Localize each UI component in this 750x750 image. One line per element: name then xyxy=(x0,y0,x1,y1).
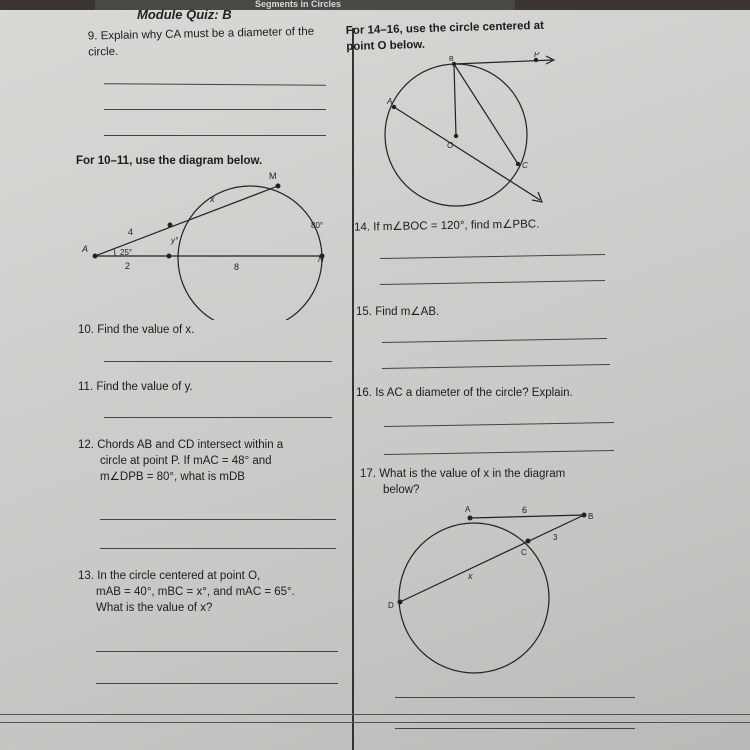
question-number: 10. xyxy=(78,324,94,336)
diagram-heading-10-11: For 10–11, use the diagram below. xyxy=(76,155,263,167)
label-C: C xyxy=(521,548,527,557)
question-text: If m∠BOC = 120°, find m∠PBC. xyxy=(373,218,540,234)
label-A: A xyxy=(387,97,393,106)
label-y: y° xyxy=(171,236,179,245)
answer-line-12b[interactable] xyxy=(100,548,336,549)
question-10 xyxy=(78,322,194,338)
question-text: Is AC a diameter of the circle? Explain. xyxy=(375,387,573,399)
question-number: 17. xyxy=(360,468,376,480)
question-number: 9. xyxy=(87,30,98,43)
question-text-line3: m∠DPB = 80°, what is mDB xyxy=(100,471,245,483)
label-A: A xyxy=(465,505,471,514)
label-B: B xyxy=(449,56,454,63)
answer-line-14a[interactable] xyxy=(380,254,605,259)
label-N: N xyxy=(318,255,324,264)
label-80: 80° xyxy=(311,221,324,230)
question-12 xyxy=(78,437,348,485)
question-text: Find the value of x. xyxy=(97,324,195,336)
question-text: Find m∠AB. xyxy=(375,306,440,318)
question-number: 14. xyxy=(353,221,371,234)
label-D: D xyxy=(388,601,394,610)
question-number: 11. xyxy=(78,381,94,393)
answer-line-15b[interactable] xyxy=(382,364,610,369)
answer-line-9b[interactable] xyxy=(104,109,326,110)
answer-line-11[interactable] xyxy=(104,417,332,418)
question-11 xyxy=(78,379,193,395)
answer-line-9a[interactable] xyxy=(104,83,326,86)
answer-line-13b[interactable] xyxy=(96,683,338,684)
answer-line-17a[interactable] xyxy=(395,697,635,698)
question-text-line2: circle at point P. If mAC = 48° and xyxy=(100,455,272,467)
question-13 xyxy=(78,568,348,616)
question-text-line1: In the circle centered at point O, xyxy=(97,570,261,582)
diagram-14-16 xyxy=(370,52,570,217)
answer-line-17b[interactable] xyxy=(395,728,635,729)
page-rule-1 xyxy=(0,714,750,715)
question-number: 13. xyxy=(78,570,94,582)
label-x: x xyxy=(468,571,473,581)
column-divider xyxy=(352,28,354,750)
module-title: Module Quiz: B xyxy=(137,7,232,22)
diagram-10-11 xyxy=(80,170,350,320)
heading-line2: point O below. xyxy=(346,38,426,54)
question-text-line1: What is the value of x in the diagram xyxy=(379,468,566,480)
label-8: 8 xyxy=(234,262,240,272)
question-14 xyxy=(354,216,540,235)
question-text-line2: below? xyxy=(383,484,420,496)
label-P: P xyxy=(534,52,540,59)
answer-line-10[interactable] xyxy=(104,361,332,362)
answer-line-13a[interactable] xyxy=(96,651,338,652)
question-text-line3: What is the value of x? xyxy=(96,602,213,614)
question-17 xyxy=(360,466,620,498)
label-x: x xyxy=(210,194,215,204)
heading-line1: For 14–16, use the circle centered at xyxy=(345,19,545,38)
question-16 xyxy=(356,385,573,401)
question-number: 16. xyxy=(356,387,372,399)
label-A: A xyxy=(82,244,89,254)
label-6: 6 xyxy=(522,505,528,515)
answer-line-9c[interactable] xyxy=(104,135,326,136)
label-3: 3 xyxy=(553,533,558,542)
answer-line-14b[interactable] xyxy=(380,280,605,285)
answer-line-16b[interactable] xyxy=(384,450,614,455)
question-15 xyxy=(356,304,439,320)
label-B: B xyxy=(588,512,594,521)
answer-line-16a[interactable] xyxy=(384,422,614,427)
label-O: O xyxy=(447,141,454,150)
label-2: 2 xyxy=(125,261,131,271)
question-9 xyxy=(88,23,329,60)
answer-line-15a[interactable] xyxy=(382,338,607,343)
question-text: Find the value of y. xyxy=(96,381,193,393)
question-number: 12. xyxy=(78,439,94,451)
question-text-line2: mAB = 40°, mBC = x°, and mAC = 65°. xyxy=(96,586,295,598)
question-number: 15. xyxy=(356,306,372,318)
question-text: Explain why CA must be a diameter of the circle. xyxy=(88,25,315,59)
label-25: 25° xyxy=(120,248,133,257)
header-strip-text: Segments in Circles xyxy=(255,0,342,9)
label-C: C xyxy=(522,161,528,170)
page-rule-2 xyxy=(0,722,750,723)
label-M: M xyxy=(269,171,277,181)
diagram-17 xyxy=(380,498,610,678)
question-text-line1: Chords AB and CD intersect within a xyxy=(97,439,284,451)
answer-line-12a[interactable] xyxy=(100,519,336,520)
diagram-heading-14-16 xyxy=(346,17,577,55)
label-4: 4 xyxy=(128,227,134,237)
